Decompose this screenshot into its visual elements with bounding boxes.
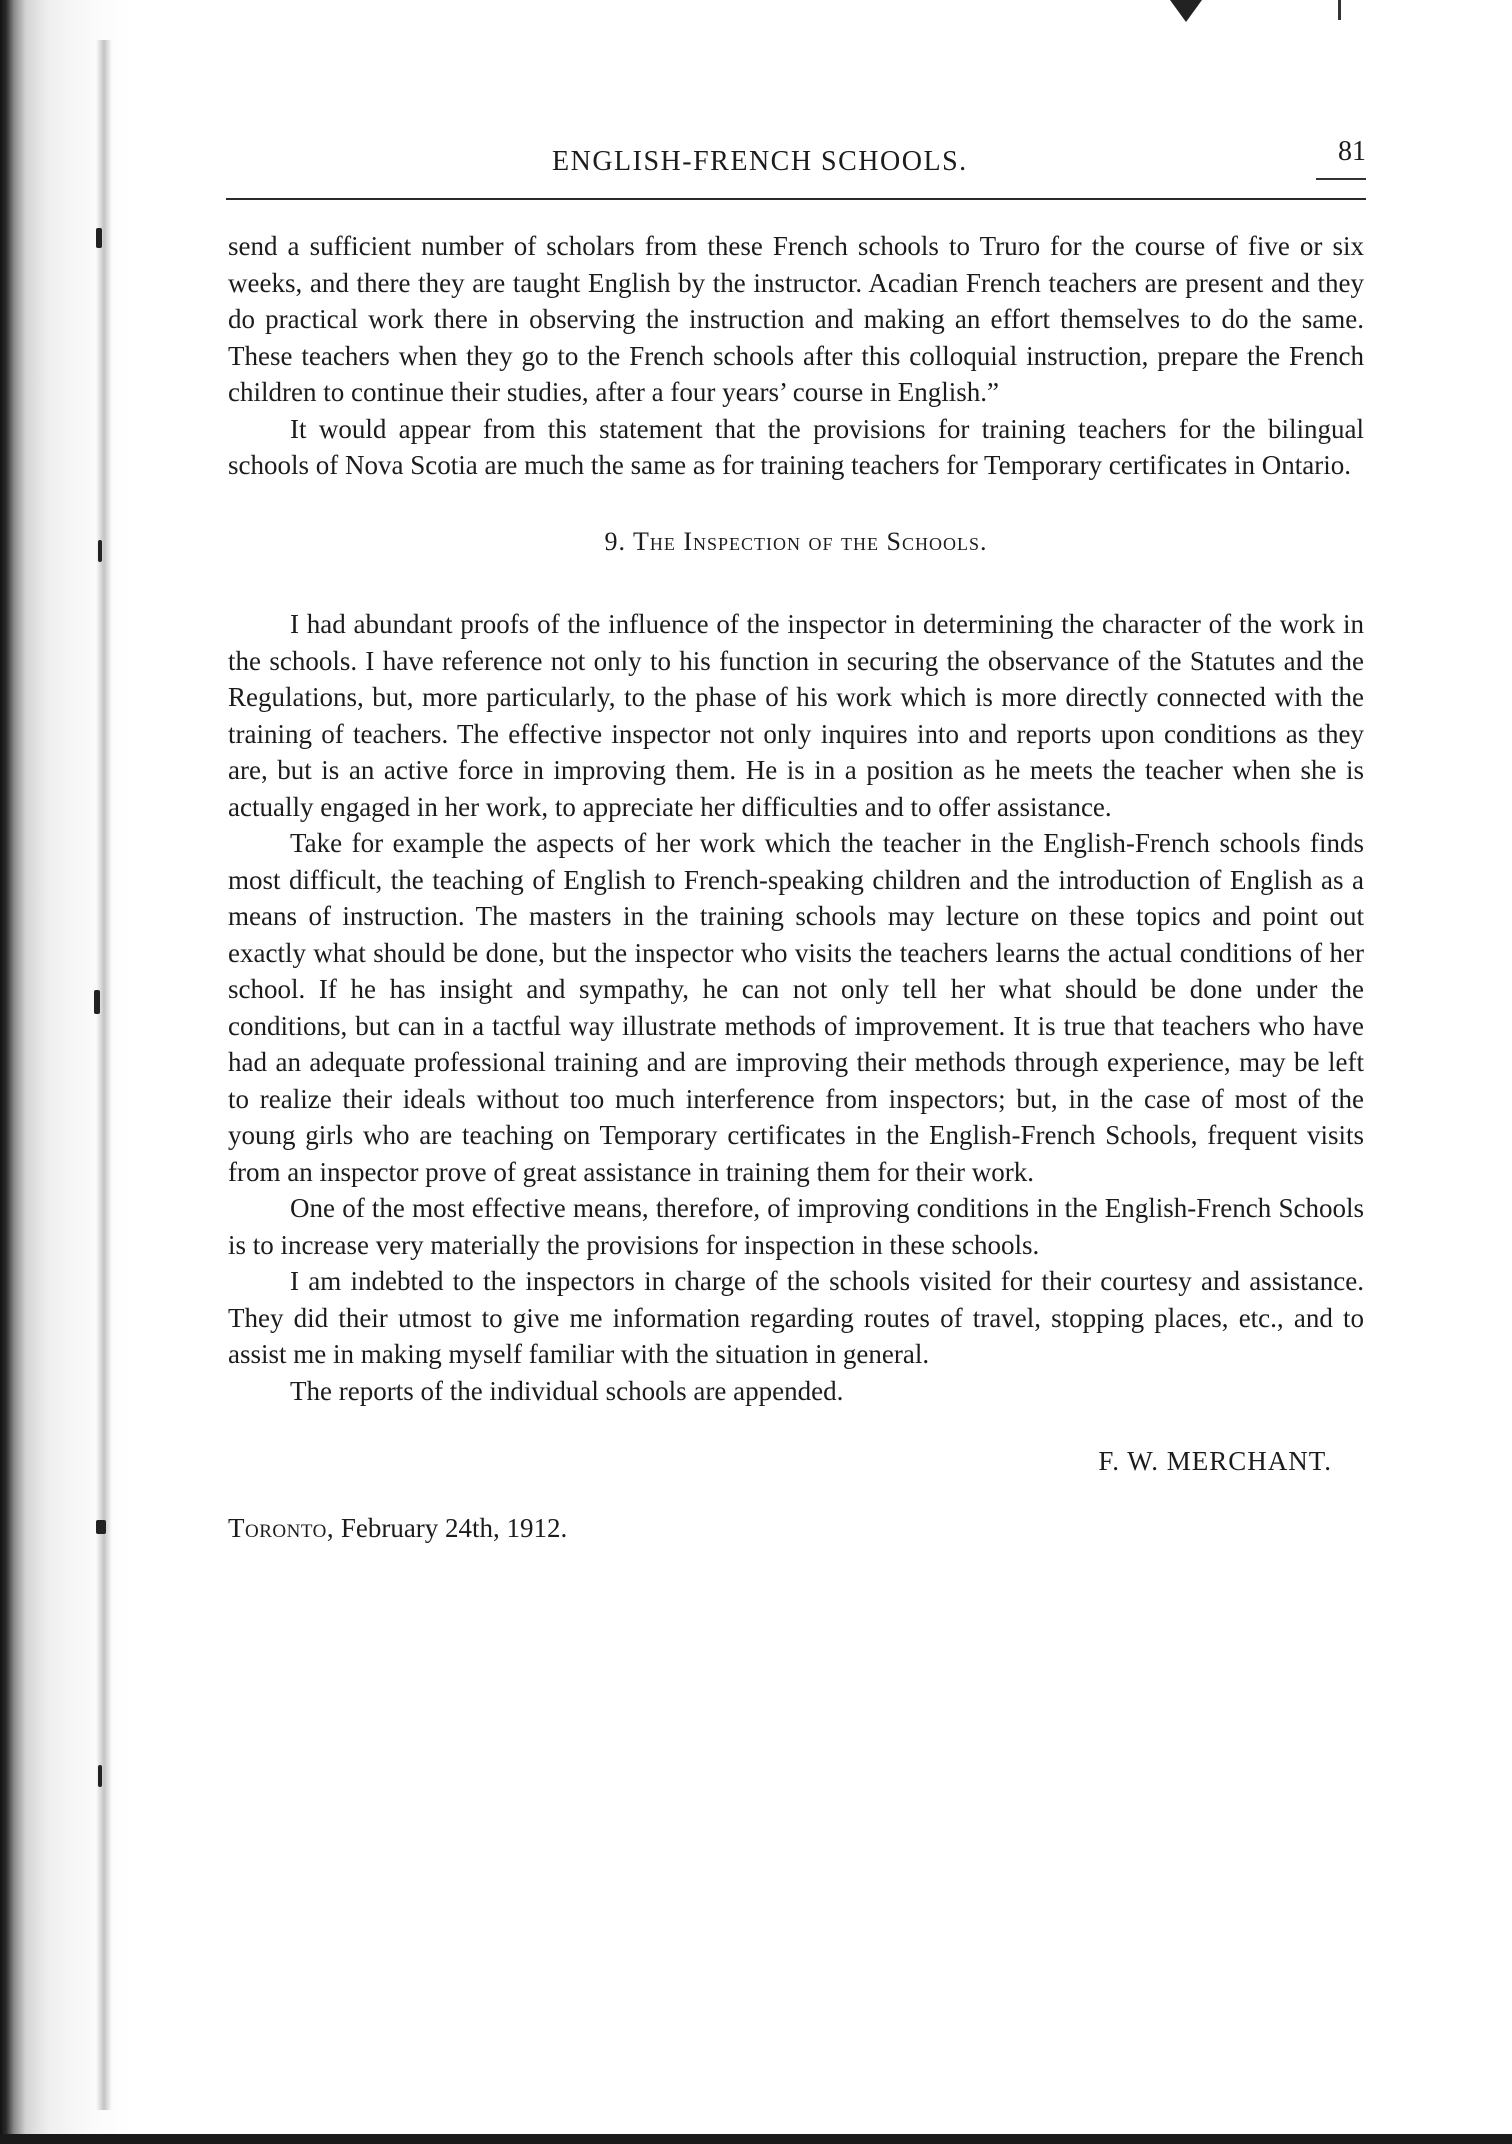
page-number: 81 [1338, 136, 1366, 167]
paragraph: It would appear from this statement that the provisions for training teachers for the bilingual schools of Nova Scotia are much the same as for training teachers for Temporary certificates in Ontario. [228, 413, 1364, 480]
paragraph: Take for example the aspects of her work which the teacher in the English-French schools finds most difficult, the teaching of English to French-speaking children and the introduction of English as a means of instruction. The masters in the training schools may lecture on these topics and point out exactly what should be done, but the inspector who visits the teachers learns the actual conditions of her school. If he has insight and sympathy, he can not only tell her what should be done under the conditions, but can in a tactful way illustrate methods of improvement. It is true that teachers who have had an adequate professional training and are improving their methods through experience, may be left to realize their ideals without too much interference from inspectors; but, in the case of most of the young girls who are teaching on Temporary certificates in the English-French Schools, frequent visits from an inspector prove of great assistance in training them for their work. [228, 828, 1364, 1187]
signature: F. W. MERCHANT. [1098, 1446, 1332, 1476]
paragraph: I am indebted to the inspectors in charge of the schools visited for their courtesy and assistance. They did their utmost to give me information regarding routes of travel, stopping places, etc., and to assist me in making myself familiar with the situation in general. [228, 1266, 1364, 1369]
running-title: ENGLISH-FRENCH SCHOOLS. [552, 146, 968, 177]
section-heading: 9. The Inspection of the Schools. [604, 526, 988, 556]
edge-mark [96, 228, 102, 248]
edge-mark [94, 990, 100, 1014]
page-header [226, 136, 1366, 206]
dateline-date: February 24th, 1912. [340, 1512, 568, 1543]
page-number-underline [1316, 178, 1366, 180]
scan-mark [1170, 0, 1202, 22]
paragraph: send a sufficient number of scholars from these French schools to Truro for the course of five or six weeks, and there they are taught English by the instructor. Acadian French teachers are present and they do practical work there in observing the instruction and making an effort themselves to do the same. These teachers when they go to the French schools after this colloquial instruction, prepare the French children to continue their studies, after a four years’ course in English.” [228, 231, 1364, 407]
edge-mark [98, 540, 102, 562]
dateline [228, 1510, 1364, 1547]
binding-fold [96, 40, 112, 2110]
scan-mark [1338, 0, 1341, 20]
paragraph: The reports of the individual schools are appended. [290, 1375, 844, 1406]
header-divider [226, 198, 1366, 200]
scan-edge [0, 2134, 1512, 2144]
paragraph: One of the most effective means, therefore, of improving conditions in the English-French Schools is to increase very materially the provisions for inspection in these schools. [228, 1193, 1364, 1260]
edge-mark [96, 1520, 106, 1534]
edge-mark [98, 1765, 102, 1787]
page-body [228, 228, 1364, 1546]
dateline-place: Toronto, [228, 1512, 335, 1543]
paragraph: I had abundant proofs of the influence of the inspector in determining the character of the work in the schools. I have reference not only to his function in securing the observance of the Statutes and the Regulations, but, more particularly, to the phase of his work which is more directly connected with the training of teachers. The effective inspector not only inquires into and reports upon conditions as they are, but is an active force in improving them. He is in a position as he meets the teacher when she is actually engaged in her work, to appreciate her difficulties and to offer assistance. [228, 609, 1364, 822]
